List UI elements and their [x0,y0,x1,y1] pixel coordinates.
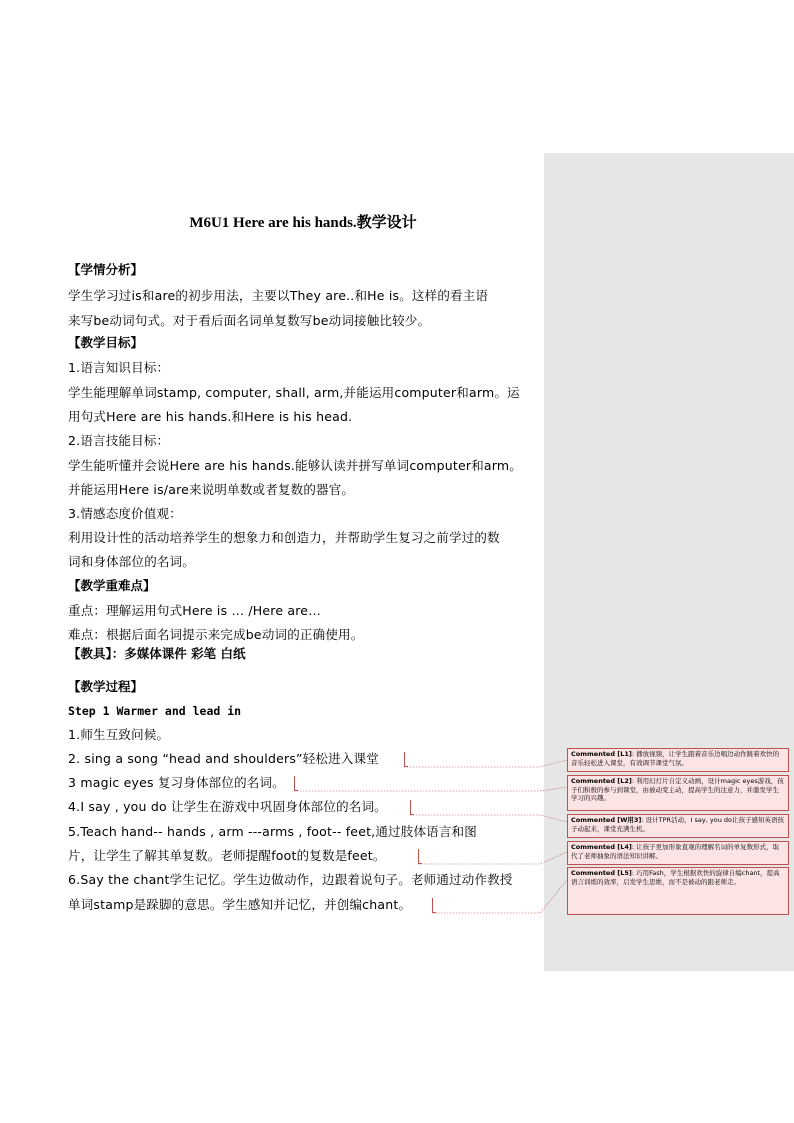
section-heading-teaching-aids: 【教具】：多媒体课件 彩笔 白纸 [68,646,246,661]
paragraph-line: 学生能听懂并会说Here are his hands.能够认读并拼写单词computer和arm。 [68,458,522,473]
comment-connector-line [432,880,567,913]
paragraph-line: 片，让学生了解其单复数。老师提醒foot的复数是feet。 [68,848,386,863]
paragraph-line: 并能运用Here is/are来说明单数或者复数的器官。 [68,482,355,497]
comment-balloon[interactable]: Commented [L2]: 利用幻灯片自定义动画，设计magic eyes游戏，孩子们积极的参与到课堂，由被动变主动，提高学生的注意力，并激发学生学习的兴趣。 [567,775,789,811]
paragraph-line: 用句式Here are his hands.和Here is his head. [68,409,353,424]
paragraph-line: 来写be动词句式。对于看后面名词单复数写be动词接触比较少。 [68,313,431,328]
comment-balloon[interactable]: Commented [L4]: 让孩子更加形象直观的理解名词的单复数形式，取代了老师抽象的语法知识讲解。 [567,841,789,865]
comment-text: 设计TPR活动，I say, you do让孩子感知英语孩子动起来，课堂充满生机。 [571,816,785,833]
section-heading-objectives: 【教学目标】 [68,335,144,350]
document-title: M6U1 Here are his hands.教学设计 [189,215,417,231]
comment-connector-line [410,815,567,822]
paragraph-line: 利用设计性的活动培养学生的想象力和创造力，并帮助学生复习之前学过的数 [68,530,500,545]
comment-text: 播放视频，让学生跟着音乐边唱边动作跳着欢快的音乐轻松进入课堂，有效调节课堂气氛。 [571,750,780,767]
section-heading-key-points: 【教学重难点】 [68,578,156,593]
comment-connector-line [404,760,567,767]
paragraph-line: 3.情感态度价值观： [68,506,182,521]
paragraph-line: 难点：根据后面名词提示来完成be动词的正确使用。 [68,627,364,642]
paragraph-line: 2. sing a song “head and shoulders”轻松进入课堂 [68,751,379,766]
comment-label: Commented [L5] [571,869,632,877]
paragraph-line: 3 magic eyes 复习身体部位的名词。 [68,775,285,790]
comment-label: Commented [L2] [571,777,632,785]
comment-text: 让孩子更加形象直观的理解名词的单复数形式，取代了老师抽象的语法知识讲解。 [571,843,780,860]
comment-balloon[interactable]: Commented [L1]: 播放视频，让学生跟着音乐边唱边动作跳着欢快的音乐轻松进入课堂，有效调节课堂气氛。 [567,748,789,772]
section-heading-process: 【教学过程】 [68,679,144,694]
section-heading-learner-analysis: 【学情分析】 [68,262,144,277]
comment-connector-line [294,787,567,791]
comment-text: 利用幻灯片自定义动画，设计magic eyes游戏，孩子们积极的参与到课堂，由被动变主动，提高学生的注意力，并激发学生学习的兴趣。 [571,777,784,802]
paragraph-line: 1.语言知识目标： [68,360,170,375]
comment-label: Commented [L1] [571,750,632,758]
paragraph-line: 重点：理解运用句式Here is … /Here are… [68,603,321,618]
paragraph-line: 学生能理解单词stamp, computer, shall, arm,并能运用computer和arm。运 [68,385,520,400]
paragraph-line: 2.语言技能目标： [68,433,170,448]
paragraph-line: 4.I say , you do 让学生在游戏中巩固身体部位的名词。 [68,799,387,814]
comment-text: 巧用Fash，学生根据欢快的旋律自编chant，提高语言训练的效率，启发学生思维，而不是被动的跟老师走。 [571,869,780,886]
paragraph-line: 5.Teach hand-- hands , arm ---arms , foot-- feet,通过肢体语言和图 [68,824,477,839]
paragraph-line: 单词stamp是跺脚的意思。学生感知并记忆，并创编chant。 [68,897,412,912]
comment-label: Commented [W用3] [571,816,642,824]
paragraph-line: 6.Say the chant学生记忆。学生边做动作，边跟着说句子。老师通过动作教授 [68,872,513,887]
comment-connector-line [418,852,567,864]
paragraph-line: 词和身体部位的名词。 [68,554,196,569]
comment-balloon[interactable]: Commented [W用3]: 设计TPR活动，I say, you do让孩子感知英语孩子动起来，课堂充满生机。 [567,814,789,838]
paragraph-line: 1.师生互致问候。 [68,727,170,742]
comment-label: Commented [L4] [571,843,632,851]
paragraph-line: 学生学习过is和are的初步用法，主要以They are..和He is。这样的看主语 [68,288,489,303]
comment-balloon[interactable]: Commented [L5]: 巧用Fash，学生根据欢快的旋律自编chant，提高语言训练的效率，启发学生思维，而不是被动的跟老师走。 [567,867,789,915]
step-heading: Step 1 Warmer and lead in [68,704,242,718]
